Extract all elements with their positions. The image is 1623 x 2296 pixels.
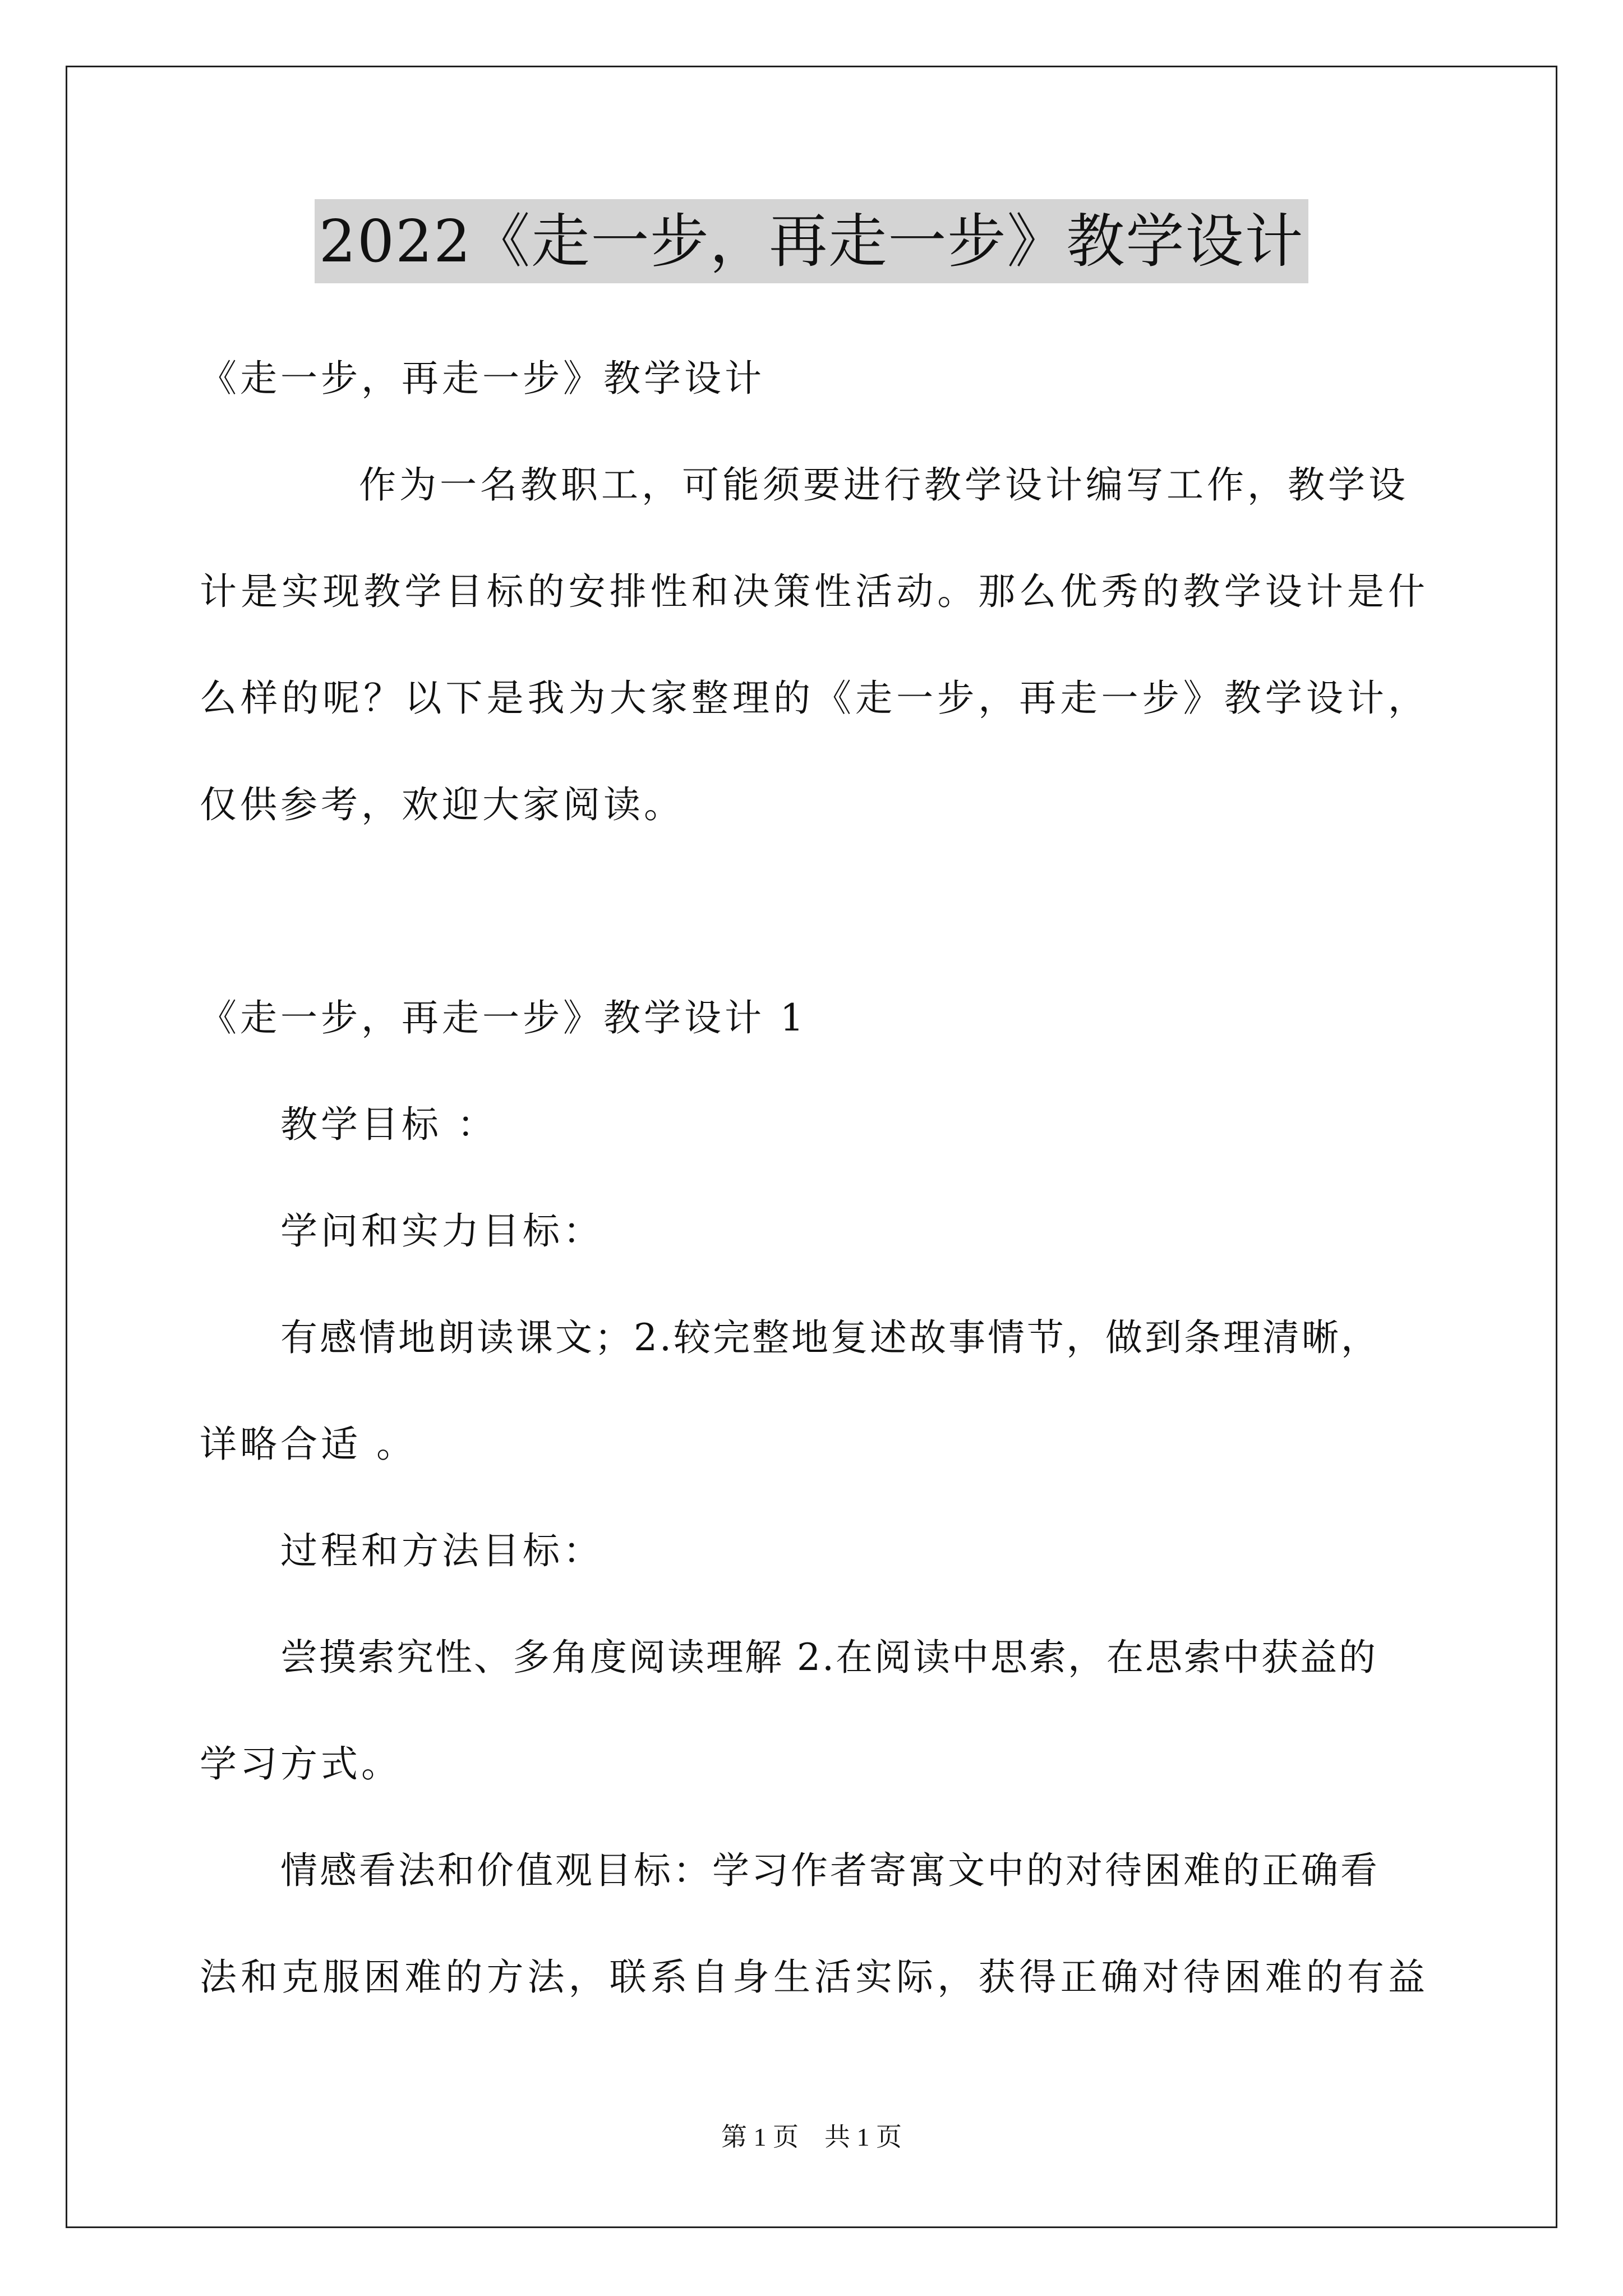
page-footer: 第 1 页 共 1 页 [721,2123,902,2151]
emotion-objective-line-1: 情感看法和价值观目标：学习作者寄寓文中的对待困难的正确看 [280,1849,1380,1892]
intro-line-3: 么样的呢？以下是我为大家整理的《走一步，再走一步》教学设计， [200,677,1425,720]
process-objective-line-2: 学习方式。 [200,1742,402,1786]
process-objective-heading: 过程和方法目标： [280,1529,603,1572]
subtitle-line: 《走一步，再走一步》教学设计 [200,357,765,400]
knowledge-objective-line-1: 有感情地朗读课文；2.较完整地复述故事情节，做到条理清晰， [280,1316,1380,1359]
document-title: 2022《走一步，再走一步》教学设计 [315,199,1309,283]
knowledge-objective-line-2: 详略合适 。 [200,1423,417,1466]
intro-line-4: 仅供参考，欢迎大家阅读。 [200,783,684,826]
process-objective-line-1: 尝摸索究性、多角度阅读理解 2.在阅读中思索，在思索中获益的 [280,1636,1377,1679]
knowledge-objective-heading: 学问和实力目标： [280,1209,603,1253]
emotion-objective-line-2: 法和克服困难的方法，联系自身生活实际，获得正确对待困难的有益 [200,1955,1425,1999]
intro-line-2: 计是实现教学目标的安排性和决策性活动。那么优秀的教学设计是什 [200,570,1425,613]
objectives-heading: 教学目标 ： [280,1103,497,1146]
intro-line-1: 作为一名教职工，可能须要进行教学设计编写工作，教学设 [359,463,1409,507]
section-heading: 《走一步，再走一步》教学设计 1 [200,996,807,1039]
title-container [0,199,1623,283]
